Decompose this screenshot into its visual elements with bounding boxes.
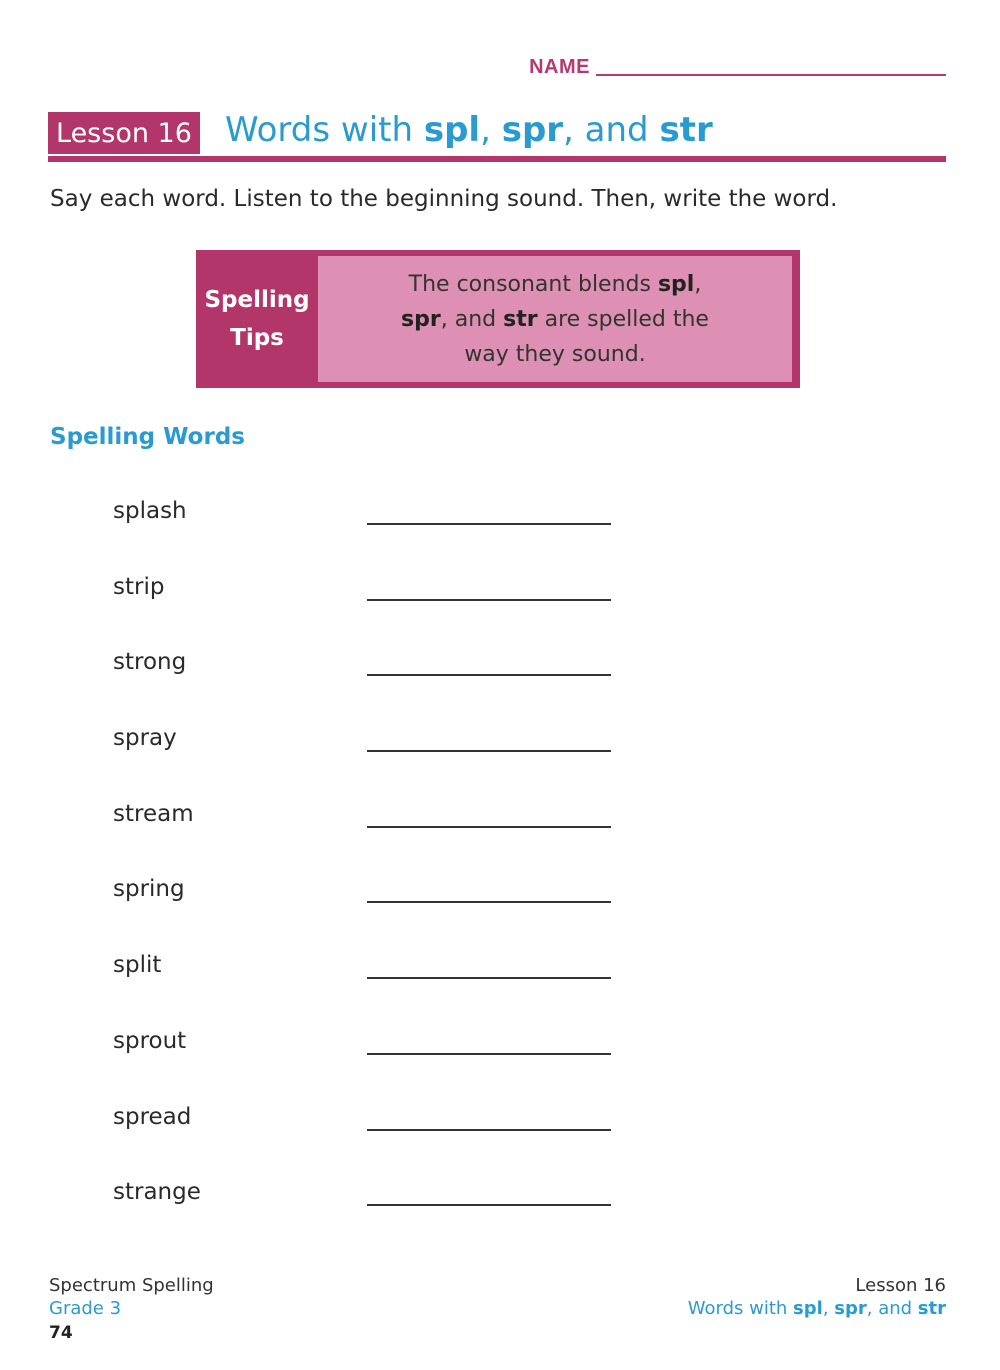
word-write-line[interactable] xyxy=(367,1204,611,1206)
spelling-tips-text xyxy=(318,256,792,382)
spelling-word: strange xyxy=(113,1179,201,1206)
title-blend-spl: spl xyxy=(423,110,481,150)
word-row xyxy=(0,1024,1000,1100)
word-write-line[interactable] xyxy=(367,901,611,903)
title-prefix: Words with xyxy=(225,110,424,150)
word-row xyxy=(0,494,1000,570)
spelling-word: strip xyxy=(113,573,165,600)
footer-right xyxy=(688,1274,946,1320)
tips-line2-bold2: str xyxy=(503,306,538,332)
spelling-word: splash xyxy=(113,498,187,524)
word-row xyxy=(0,797,1000,873)
word-write-line[interactable] xyxy=(367,674,611,676)
tips-line-2 xyxy=(318,302,792,337)
word-write-line[interactable] xyxy=(367,977,611,979)
title-divider xyxy=(48,156,946,162)
word-row xyxy=(0,872,1000,948)
word-row xyxy=(0,1175,1000,1251)
footer-sep-2: , and xyxy=(866,1298,918,1319)
word-write-line[interactable] xyxy=(367,1129,611,1131)
lesson-badge: Lesson 16 xyxy=(48,112,200,154)
word-write-line[interactable] xyxy=(367,599,611,601)
word-write-line[interactable] xyxy=(367,523,611,525)
instructions: Say each word. Listen to the beginning sound. Then, write the word. xyxy=(50,186,838,212)
word-row xyxy=(0,1100,1000,1176)
tips-label-line2: Tips xyxy=(230,325,284,351)
footer-book-title: Spectrum Spelling xyxy=(49,1275,214,1296)
footer-topic xyxy=(688,1297,946,1320)
spelling-word: strong xyxy=(113,649,187,676)
word-row xyxy=(0,948,1000,1024)
spelling-word: split xyxy=(113,952,162,979)
footer-blend-spr: spr xyxy=(834,1298,867,1319)
footer-blend-spl: spl xyxy=(793,1298,823,1319)
word-row xyxy=(0,645,1000,721)
word-row xyxy=(0,721,1000,797)
word-list xyxy=(0,494,1000,1251)
spelling-words-heading: Spelling Words xyxy=(50,424,245,450)
footer-lesson: Lesson 16 xyxy=(855,1275,946,1296)
tips-line2-mid: , and xyxy=(440,306,504,332)
title-sep-2: , and xyxy=(563,110,660,150)
spelling-tips-box xyxy=(196,250,800,388)
tips-line1-bold: spl xyxy=(657,271,695,297)
word-write-line[interactable] xyxy=(367,750,611,752)
lesson-title-row xyxy=(48,108,946,164)
footer-sep-1: , xyxy=(822,1298,835,1319)
footer-topic-prefix: Words with xyxy=(687,1298,794,1319)
name-label: NAME xyxy=(529,56,590,78)
tips-line2-end: are spelled the xyxy=(537,306,709,332)
name-write-line[interactable] xyxy=(596,74,946,76)
name-row xyxy=(529,56,946,79)
footer-grade: Grade 3 xyxy=(49,1298,122,1319)
page-number: 74 xyxy=(49,1323,73,1343)
tips-line-1 xyxy=(318,267,792,302)
footer-left xyxy=(49,1274,214,1345)
word-row xyxy=(0,570,1000,646)
spelling-word: spray xyxy=(113,725,177,752)
tips-line1-end: , xyxy=(694,271,702,297)
tips-line1-text: The consonant blends xyxy=(408,271,658,297)
word-write-line[interactable] xyxy=(367,826,611,828)
tips-line2-bold1: spr xyxy=(401,306,441,332)
spelling-tips-label xyxy=(196,250,318,388)
word-write-line[interactable] xyxy=(367,1053,611,1055)
title-blend-spr: spr xyxy=(501,110,564,150)
lesson-title xyxy=(225,108,713,152)
spelling-word: spread xyxy=(113,1103,192,1130)
title-blend-str: str xyxy=(659,110,713,150)
tips-line-3: way they sound. xyxy=(464,341,646,367)
tips-label-line1: Spelling xyxy=(204,287,310,313)
spelling-word: stream xyxy=(113,800,194,827)
footer-blend-str: str xyxy=(917,1298,946,1319)
spelling-word: sprout xyxy=(113,1027,187,1054)
spelling-word: spring xyxy=(113,876,185,903)
title-sep-1: , xyxy=(480,110,502,150)
